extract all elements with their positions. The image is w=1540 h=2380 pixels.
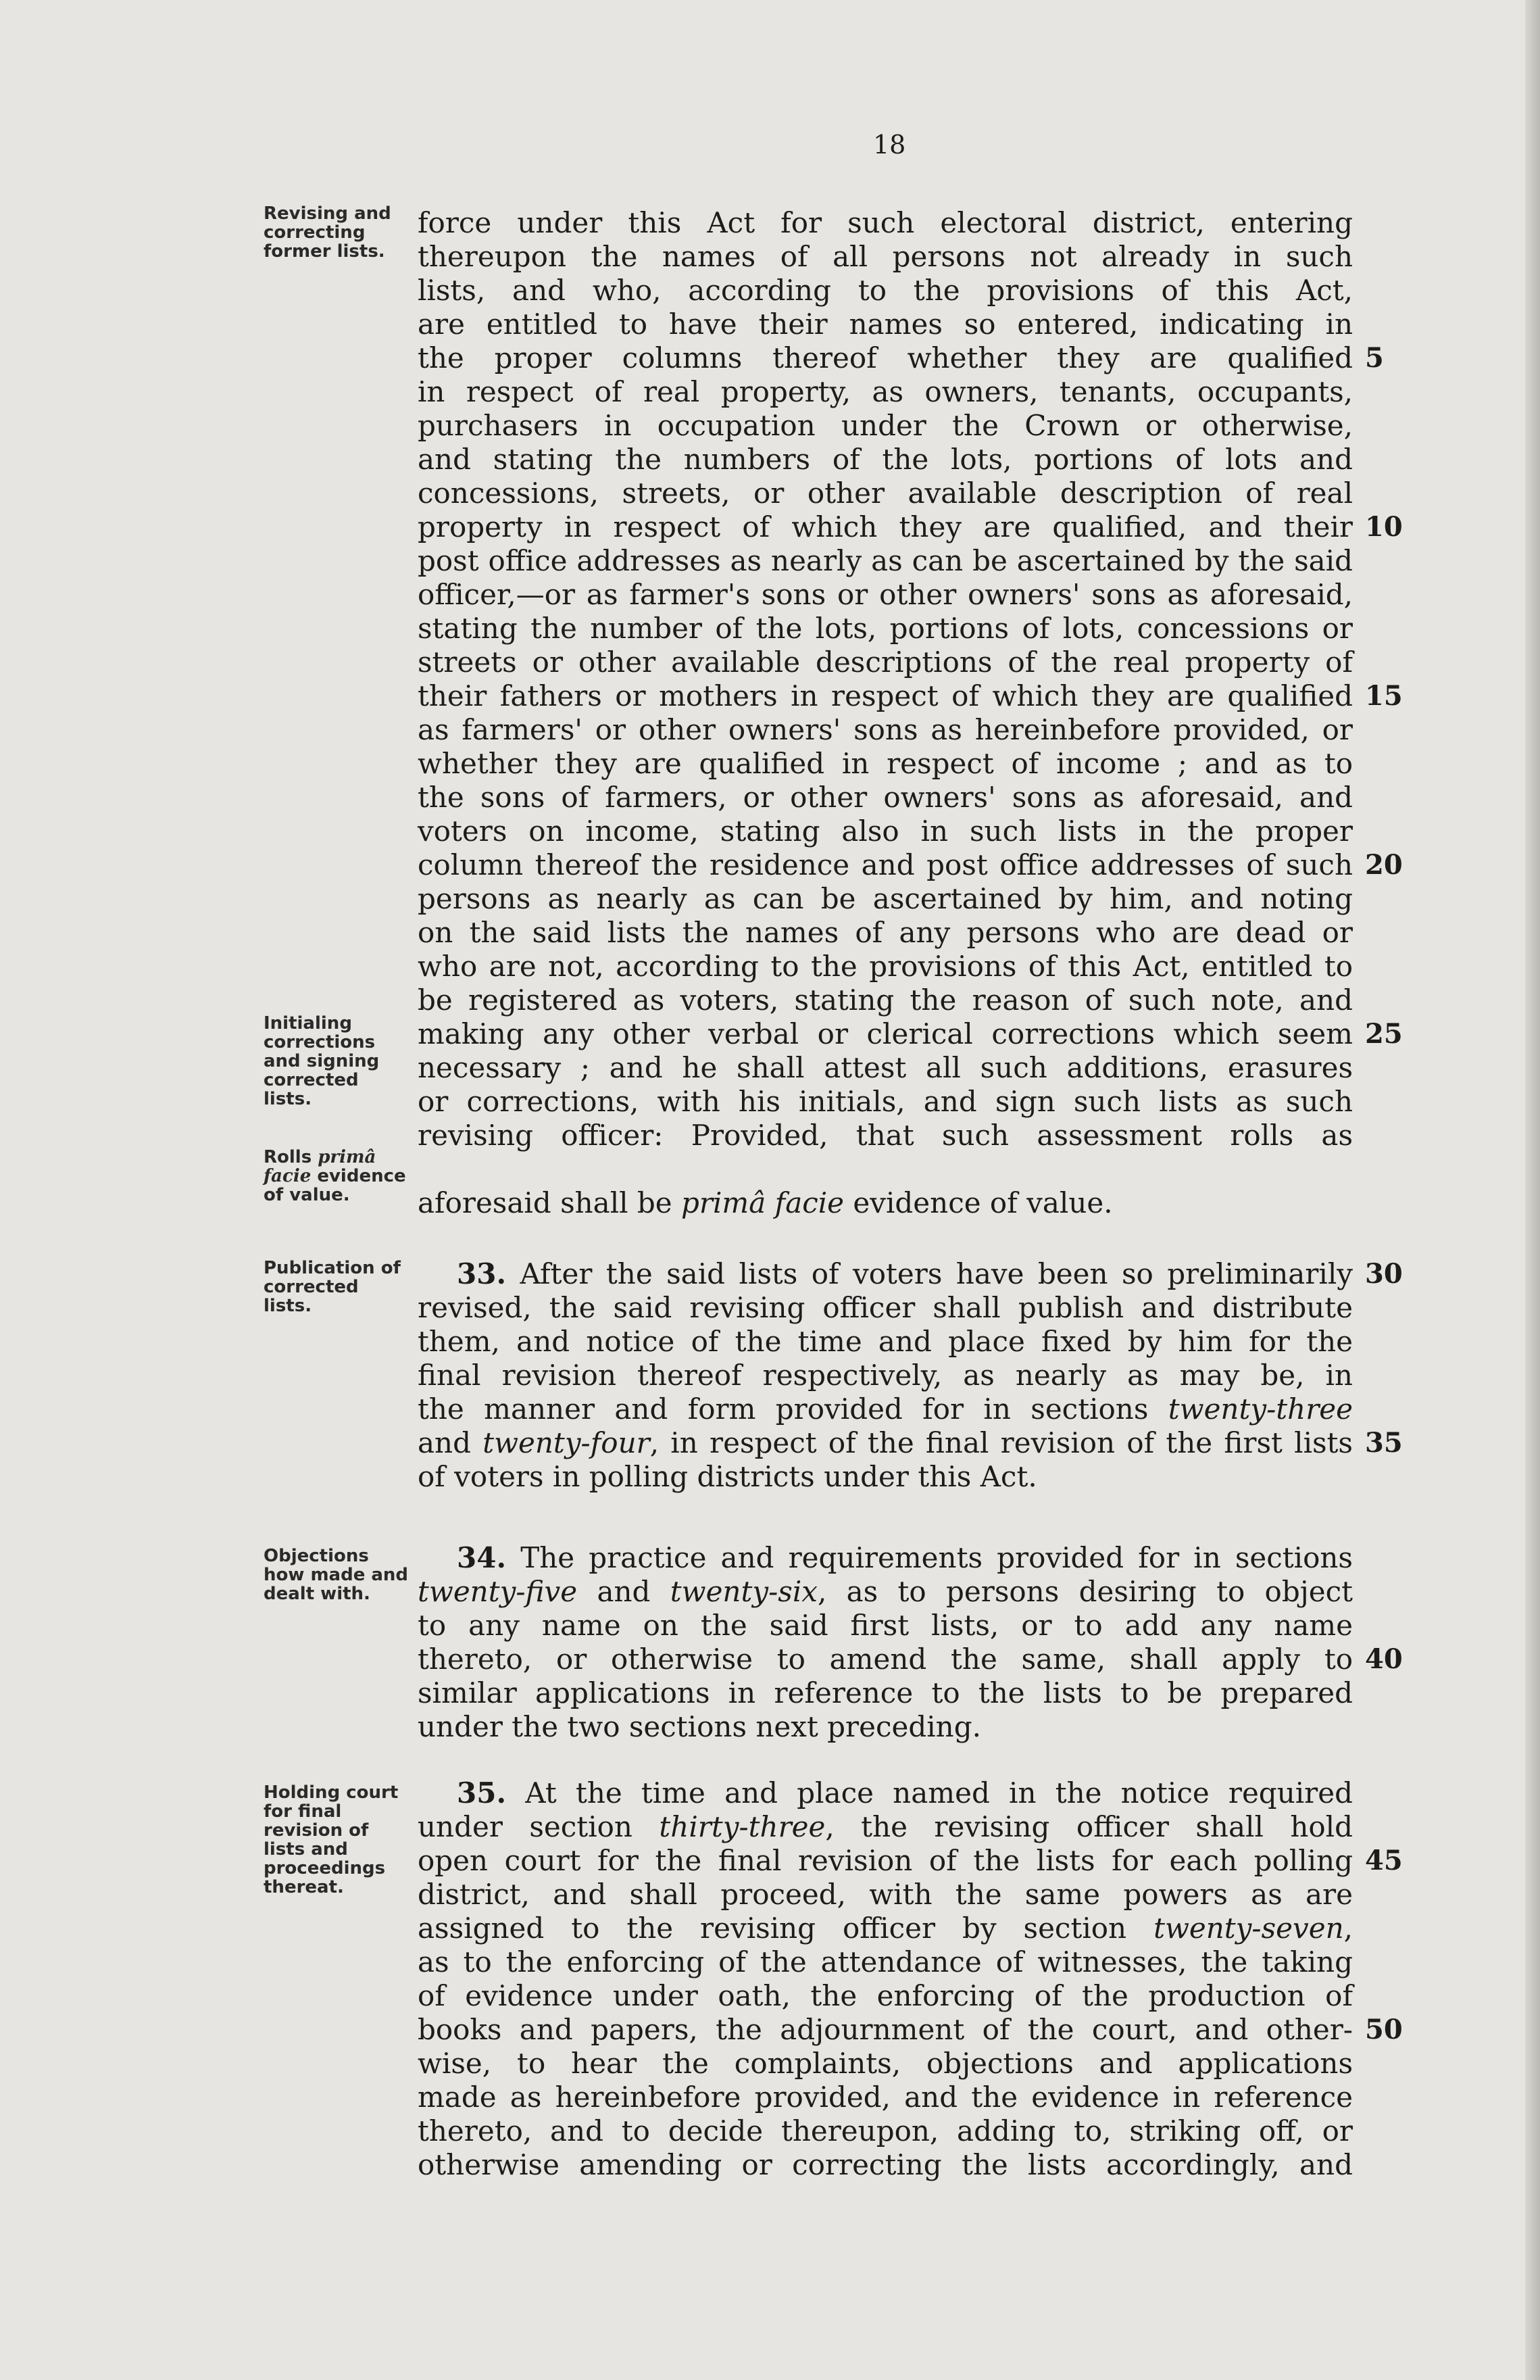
section-33-line: of voters in polling districts under this Act. xyxy=(418,1460,1037,1493)
body-text-line: thereupon the names of all persons not already in such xyxy=(418,240,1353,273)
body-text-line: column thereof the residence and post office addresses of such xyxy=(418,848,1353,881)
body-text-line: property in respect of which they are qualified, and their xyxy=(418,510,1353,543)
line-number-15: 15 xyxy=(1365,680,1403,712)
margin-note-revising: Revising and correcting former lists. xyxy=(264,203,391,262)
section-35-first-line: 35. At the time and place named in the notice required xyxy=(457,1776,1353,1810)
body-text-line: lists, and who, according to the provisions of this Act, xyxy=(418,274,1353,307)
line-number-20: 20 xyxy=(1365,849,1403,881)
section-34-line: to any name on the said first lists, or to add any name xyxy=(418,1609,1353,1642)
line-number-40: 40 xyxy=(1365,1643,1403,1675)
section-number-34: 34. xyxy=(457,1541,507,1574)
section-number-35: 35. xyxy=(457,1776,507,1810)
section-33-line: them, and notice of the time and place fixed by him for the xyxy=(418,1325,1353,1358)
section-34-line: under the two sections next preceding. xyxy=(418,1710,981,1743)
section-34-first-line: 34. The practice and requirements provided for in sections xyxy=(457,1541,1353,1574)
section-35-line: otherwise amending or correcting the lists accordingly, and xyxy=(418,2148,1353,2181)
body-text-line: purchasers in occupation under the Crown or otherwise, xyxy=(418,409,1353,442)
body-text-line: persons as nearly as can be ascertained by him, and noting xyxy=(418,882,1353,915)
section-35-line: books and papers, the adjournment of the court, and other- xyxy=(418,2013,1353,2046)
body-text-line: in respect of real property, as owners, tenants, occupants, xyxy=(418,375,1353,408)
margin-note-holding: Holding court for final revision of lists and proceedings thereat. xyxy=(264,1782,399,1897)
margin-note-publication: Publication of corrected lists. xyxy=(264,1258,401,1316)
body-text-line: whether they are qualified in respect of income ; and as to xyxy=(418,747,1353,780)
section-33-line: final revision thereof respectively, as nearly as may be, in xyxy=(418,1359,1353,1392)
body-text-line: their fathers or mothers in respect of which they are qualified xyxy=(418,679,1353,712)
page-number: 18 xyxy=(873,130,906,160)
margin-note-rolls: Rolls primâ facie evidence of value. xyxy=(264,1147,406,1205)
body-text-line: and stating the numbers of the lots, portions of lots and xyxy=(418,443,1353,476)
body-text-line: streets or other available descriptions of the real property of xyxy=(418,646,1353,679)
body-text-line: stating the number of the lots, portions of lots, concessions or xyxy=(418,612,1353,645)
section-35-line: district, and shall proceed, with the same powers as are xyxy=(418,1878,1353,1911)
line-number-30: 30 xyxy=(1365,1258,1403,1290)
body-text-line: voters on income, stating also in such lists in the proper xyxy=(418,815,1353,848)
body-text-line: concessions, streets, or other available description of real xyxy=(418,477,1353,510)
section-33-line: the manner and form provided for in sections twenty-three xyxy=(418,1392,1353,1426)
section-35-line: assigned to the revising officer by section twenty-seven, xyxy=(418,1912,1353,1945)
body-text-line: who are not, according to the provisions of this Act, entitled to xyxy=(418,950,1353,983)
body-text-line: revising officer: Provided, that such assessment rolls as xyxy=(418,1119,1353,1152)
section-34-line: thereto, or otherwise to amend the same, shall apply to xyxy=(418,1643,1353,1676)
section-33-line: and twenty-four, in respect of the final revision of the first lists xyxy=(418,1426,1353,1459)
line-number-25: 25 xyxy=(1365,1018,1403,1050)
text-line-aforesaid: aforesaid shall be primâ facie evidence of value. xyxy=(418,1186,1113,1219)
body-text-line: be registered as voters, stating the reason of such note, and xyxy=(418,983,1353,1017)
section-35-line: of evidence under oath, the enforcing of the production of xyxy=(418,1979,1353,2012)
section-35-line: open court for the final revision of the lists for each polling xyxy=(418,1844,1353,1877)
body-text-line: or corrections, with his initials, and sign such lists as such xyxy=(418,1085,1353,1118)
section-35-line: made as hereinbefore provided, and the evidence in reference xyxy=(418,2081,1353,2114)
section-34-line: similar applications in reference to the lists to be prepared xyxy=(418,1676,1353,1709)
body-text-line: necessary ; and he shall attest all such additions, erasures xyxy=(418,1051,1353,1084)
body-text-line: force under this Act for such electoral district, entering xyxy=(418,206,1353,239)
section-33-first-line: 33. After the said lists of voters have been so preliminarily xyxy=(457,1257,1353,1290)
body-text-line: on the said lists the names of any persons who are dead or xyxy=(418,916,1353,949)
section-34-line: twenty-five and twenty-six, as to persons desiring to object xyxy=(418,1575,1353,1608)
margin-note-objections: Objections how made and dealt with. xyxy=(264,1546,409,1604)
line-number-50: 50 xyxy=(1365,2014,1403,2045)
section-35-line: thereto, and to decide thereupon, adding to, striking off, or xyxy=(418,2114,1353,2147)
section-35-line: wise, to hear the complaints, objections and applications xyxy=(418,2047,1353,2080)
body-text-line: are entitled to have their names so entered, indicating in xyxy=(418,308,1353,341)
line-number-35: 35 xyxy=(1365,1427,1403,1459)
body-text-line: officer,—or as farmer's sons or other owners' sons as aforesaid, xyxy=(418,578,1353,611)
section-35-line: as to the enforcing of the attendance of witnesses, the taking xyxy=(418,1945,1353,1978)
body-text-line: making any other verbal or clerical corrections which seem xyxy=(418,1017,1353,1050)
body-text-line: as farmers' or other owners' sons as hereinbefore provided, or xyxy=(418,713,1353,746)
body-text-line: the sons of farmers, or other owners' sons as aforesaid, and xyxy=(418,781,1353,814)
section-number-33: 33. xyxy=(457,1257,507,1290)
line-number-45: 45 xyxy=(1365,1845,1403,1876)
page-edge-shadow xyxy=(1525,0,1540,2380)
body-text-line: post office addresses as nearly as can be ascertained by the said xyxy=(418,544,1353,577)
section-35-line: under section thirty-three, the revising officer shall hold xyxy=(418,1810,1353,1843)
section-33-line: revised, the said revising officer shall publish and distribute xyxy=(418,1291,1353,1324)
line-number-10: 10 xyxy=(1365,511,1403,543)
line-number-5: 5 xyxy=(1365,342,1384,374)
body-text-line: the proper columns thereof whether they are qualified xyxy=(418,341,1353,374)
margin-note-initialing: Initialing corrections and signing corrected lists. xyxy=(264,1013,380,1109)
